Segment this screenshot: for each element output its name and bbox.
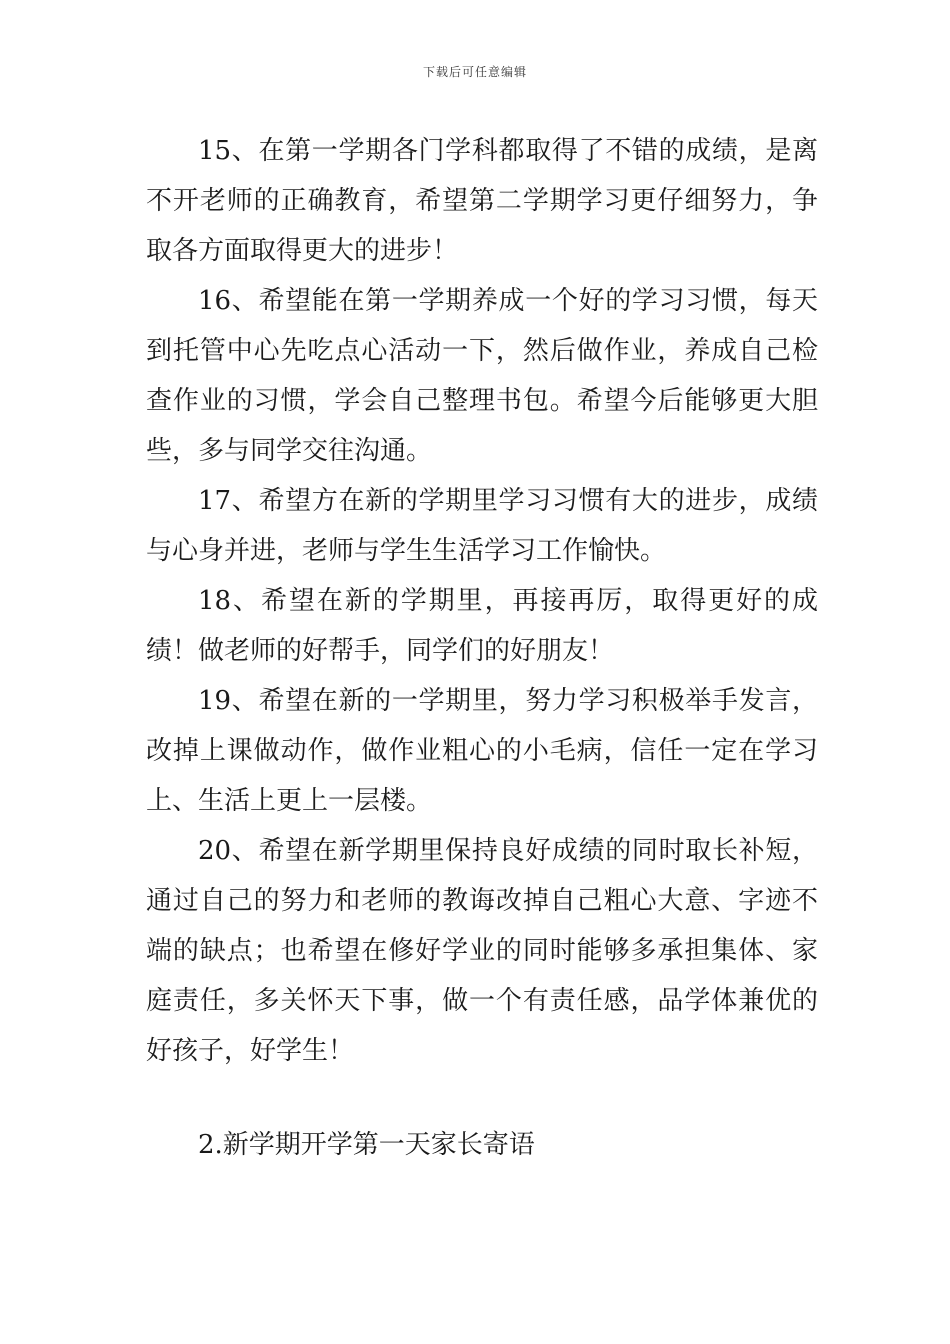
paragraph-15: 15、在第一学期各门学科都取得了不错的成绩，是离不开老师的正确教育，希望第二学期学习更仔细努力，争取各方面取得更大的进步！: [146, 136, 818, 266]
paragraph-18: 18、希望在新的学期里，再接再厉，取得更好的成绩！做老师的好帮手，同学们的好朋友！: [146, 586, 818, 666]
section-heading: 2.新学期开学第一天家长寄语: [198, 1130, 535, 1160]
paragraph-16: 16、希望能在第一学期养成一个好的学习习惯，每天到托管中心先吃点心活动一下，然后做作业，养成自己检查作业的习惯，学会自己整理书包。希望今后能够更大胆些，多与同学交往沟通。: [146, 286, 818, 466]
header-note: 下载后可任意编辑: [422, 65, 527, 79]
paragraph-19: 19、希望在新的一学期里，努力学习积极举手发言，改掉上课做动作，做作业粗心的小毛病，信任一定在学习上、生活上更上一层楼。: [146, 686, 818, 816]
paragraph-20: 20、希望在新学期里保持良好成绩的同时取长补短，通过自己的努力和老师的教诲改掉自己粗心大意、字迹不端的缺点；也希望在修好学业的同时能够多承担集体、家庭责任，多关怀天下事，做一个有责任感，品学体兼优的好孩子，好学生！: [146, 836, 818, 1066]
document-body: [146, 126, 818, 1076]
paragraph-17: 17、希望方在新的学期里学习习惯有大的进步，成绩与心身并进，老师与学生生活学习工作愉快。: [146, 486, 818, 566]
